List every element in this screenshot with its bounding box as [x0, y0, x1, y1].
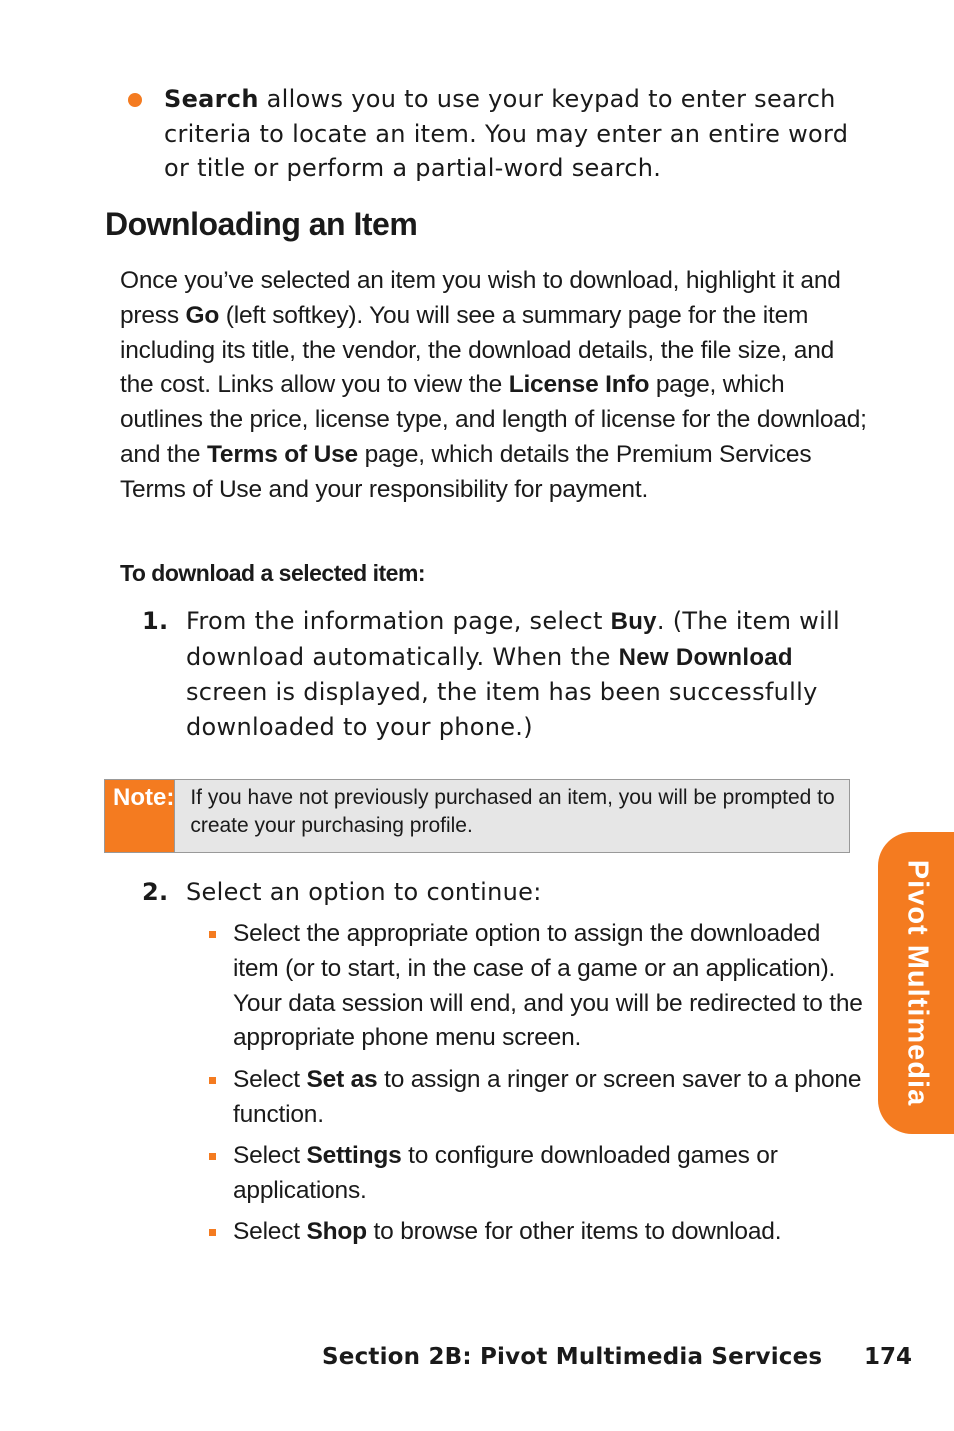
section-heading: Downloading an Item: [105, 206, 418, 242]
settings-term: Settings: [306, 1142, 402, 1169]
license-info-term: License Info: [508, 371, 650, 399]
note-text: If you have not previously purchased an item, you will be prompted to create your purchasing profile.: [190, 786, 835, 837]
go-term: Go: [185, 301, 220, 329]
intro-paragraph: Once you’ve selected an item you wish to download, highlight it and press Go (left softkey). You will see a summary page for the item including its title, the vendor, the download details, the file size, and the cost. Links allow you to view the License Info page, which outlines the price, license type, and length of license for the download; and the Terms of Use page, which details the Premium Services Terms of Use and your responsibility for payment.: [120, 267, 867, 503]
search-bullet: [128, 82, 868, 186]
terms-of-use-term: Terms of Use: [206, 440, 358, 468]
search-description: allows you to use your keypad to enter search criteria to locate an item. You may enter an entire word or title or perform a partial-word search.: [164, 85, 849, 182]
square-bullet-icon: [209, 1229, 216, 1236]
footer-section-title: Section 2B: Pivot Multimedia Services: [322, 1344, 823, 1370]
step-1: [142, 604, 862, 744]
step-number: 2.: [142, 878, 169, 906]
list-item: Select the appropriate option to assign the downloaded item (or to start, in the case of a game or an application). Your data session will end, and you will be redirected to the appropriate phone menu screen.: [209, 917, 869, 1056]
note-box: [104, 779, 850, 853]
search-bullet-text: [164, 82, 868, 186]
list-item: Select Settings to configure downloaded games or applications.: [209, 1139, 869, 1209]
note-label: Note:: [105, 780, 175, 852]
step-text: Select an option to continue:: [186, 878, 542, 906]
page-number: 174: [864, 1344, 913, 1370]
step-number: 1.: [142, 607, 169, 635]
procedure-title: To download a selected item:: [120, 560, 426, 586]
shop-term: Shop: [306, 1218, 367, 1245]
set-as-term: Set as: [306, 1066, 378, 1093]
new-download-term: New Download: [618, 643, 793, 671]
bullet-dot-icon: [128, 93, 142, 107]
search-term: Search: [164, 85, 259, 113]
square-bullet-icon: [209, 931, 216, 938]
list-item: Select Shop to browse for other items to download.: [209, 1215, 869, 1250]
square-bullet-icon: [209, 1077, 216, 1084]
buy-term: Buy: [610, 608, 657, 635]
square-bullet-icon: [209, 1153, 216, 1160]
list-item: Select Set as to assign a ringer or screen saver to a phone function.: [209, 1063, 869, 1133]
step-2: [142, 875, 862, 910]
step-text: From the information page, select Buy. (The item will download automatically. When the New Download screen is displayed, the item has been successfully downloaded to your phone.): [186, 607, 841, 741]
side-tab-label: Pivot Multimedia: [901, 859, 934, 1107]
